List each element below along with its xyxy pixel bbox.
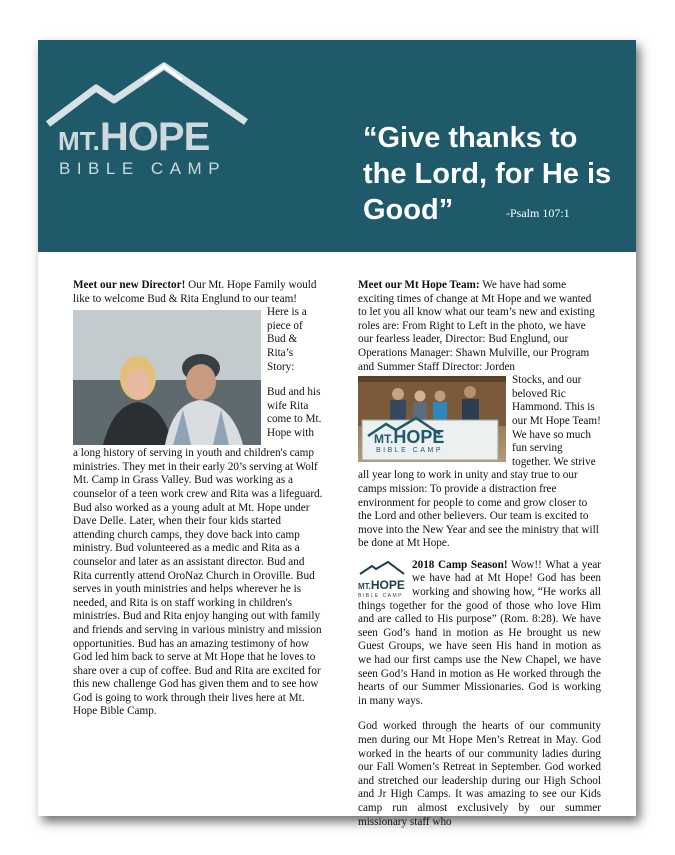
couple-photo-image — [73, 310, 261, 445]
small-logo-sub: BIBLE CAMP — [358, 593, 404, 600]
right-column — [358, 279, 601, 829]
story-side-text-2: Bud and his wife Rita come to Mt. Hope with — [267, 386, 322, 439]
season-heading: 2018 Camp Season! — [412, 558, 508, 571]
team-photo — [358, 376, 506, 462]
small-mountain-icon — [358, 561, 408, 575]
small-logo-name: MT.HOPE — [358, 578, 405, 593]
director-heading: Meet our new Director! — [73, 279, 186, 291]
community-paragraph: God worked through the hearts of our community men during our Mt Hope Men’s Retreat in May. God worked in the hearts of our community ladies during our Fall Women’s Retreat in September. God worked and stretched our leadership during our High School and Jr High Camps. It was amazing to see our Kids camp run almost exclusively by our summer missionary staff who — [358, 720, 601, 828]
team-photo-sign-sub: BIBLE CAMP — [376, 447, 444, 455]
header-banner — [38, 40, 636, 252]
director-intro: Meet our new Director! Our Mt. Hope Family would like to welcome Bud & Rita Englund to our team! — [73, 279, 317, 305]
header-quote: “Give thanks to the Lord, for He is Good” — [363, 122, 612, 226]
small-logo — [358, 561, 408, 600]
team-heading: Meet our Mt Hope Team: — [358, 279, 480, 291]
brand-name: MT.HOPE — [58, 115, 210, 159]
story-side-text-1: Here is a piece of Bud & Rita’s Story: — [267, 306, 307, 373]
newsletter-page — [38, 40, 636, 828]
team-photo-sign: MT.HOPE — [374, 427, 445, 448]
season-paragraph: 2018 Camp Season! Wow!! What a year we have had at Mt Hope! God has been working and showing how, “He works all things together for the good of those who love Him and are called to His purpose” (Rom. 8:28). We have seen God’s hand in motion as He brought us new Guest Groups, we have seen His hand in motion as we had our first camps use the New Chapel, we have seen God’s Hand in motion as He worked through the hearts of our Summer Missionaries. God is working in many ways. — [358, 558, 602, 707]
team-paragraph-continued: Stocks, and our beloved Ric Hammond. This is our Mt Hope Team! We have so much fun serving together. We strive all year long to work in unity and stay true to our camps mission: To provide a distraction free environment for people to come and grow closer to the Lord and other believers. Our team is excited to move into the New Year and see the ministry that will be done at Mt Hope. — [358, 374, 601, 550]
brand-subtitle: BIBLE CAMP — [59, 159, 227, 178]
team-paragraph: Meet our Mt Hope Team: We have had some exciting times of change at Mt Hope and we wanted to let you all know what our team’s new and existing roles are: From Right to Left in the photo, we have our fearless leader, Director: Bud Englund, our Operations Manager: Shawn Mulville, our Program and Summer Staff Director: Jorden — [358, 279, 595, 373]
quote-reference: -Psalm 107:1 — [506, 206, 570, 220]
director-story: a long history of serving in youth and children's camp ministries. They met in their early 20’s serving at Wolf Mt. Camp in Grass Valley. Bud was working as a counselor of a teen work crew and Rita was a lifeguard. Bud also worked as a young adult at Mt. Hope under Dave Delle. Later, when their four kids started attending church camps, they dove back into camp ministry. Bud volunteered as a medic and Rita as a counselor and later as an assistant director. Bud and Rita currently attend OroNaz Church in Oroville. Bud serves in youth ministries and helps wherever he is needed, and Rita is on staff working in children's ministries. Bud and Rita enjoy hanging out with family and friends and serving in various ministry and mission opportunities. Bud has an amazing testimony of how God led him back to serve at Mt Hope that he loves to share over a cup of coffee. Bud and Rita are excited for this new challenge God has given them and to see how God is going to work through their lives here at Mt. Hope Bible Camp. — [73, 447, 323, 718]
left-column — [73, 279, 323, 719]
bud-rita-photo — [73, 310, 261, 445]
